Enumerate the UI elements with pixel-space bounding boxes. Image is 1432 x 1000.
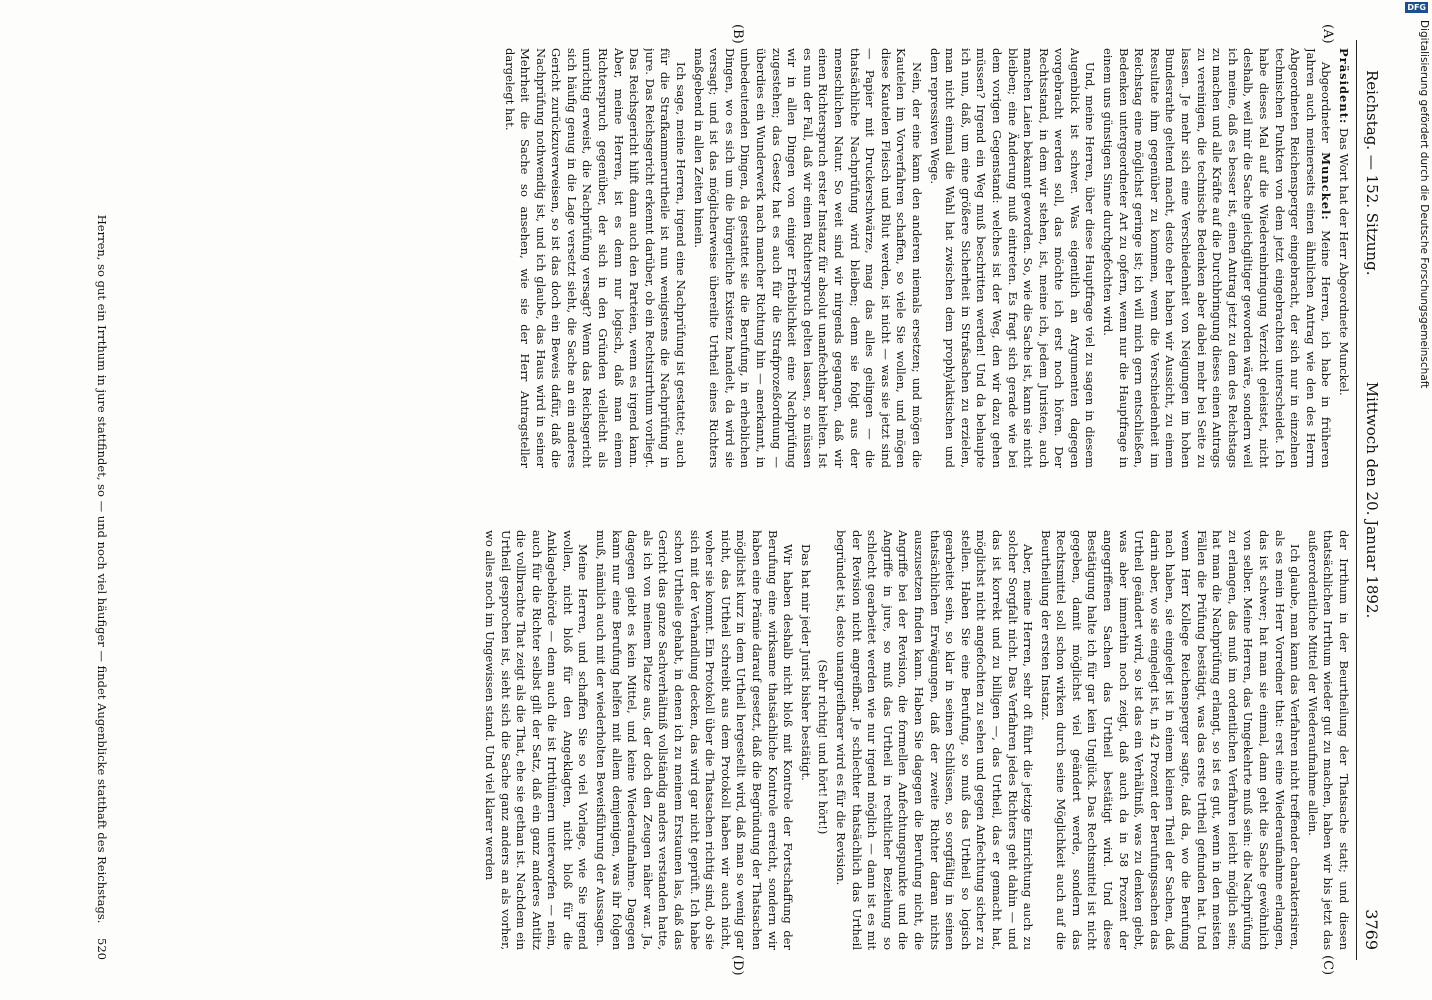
paragraph: Ich glaube, man kann das Verfahren nicht treffender charakterisiren, als es mein Herr Vorredner that: erst eine Wiederaufnahme erlangen, das ist schwer; hat man sie einmal, dann geht die Sache gewöhnlich von selber. Meine Herren, das Umgekehrte muß sein: die Nachprüfung zu erlangen, das muß im ordentlichen Verfahren leicht möglich sein; hat man die Nachprüfung erlangt, so ist es gut, wenn in den meisten Fällen die Prüfung bestätigt, was das erste Urtheil gefunden hat. Und wenn Herr Kollege Reichensperger sagte, daß da, wo die Berufung nach haben, sie eingelegt ist in einem kleinen Theil der Sachen, daß darin aber, wo sie eingelegt ist, in 42 Prozent der Berufungssachen das Urtheil geändert wird, so ist das ein Verhältniß, was zu denken giebt, was aber immerhin noch zeigt, daß auch da in 58 Prozent der angegriffenen Sachen das Urtheil bestätigt wird. Und diese Bestätigung halte ich für gar kein Unglück. Das Rechtsmittel ist nicht gegeben, damit möglichst viel geändert werde, sondern das Rechtsmittel soll schon wirken durch seine Möglichkeit auch auf die Beurtheilung der ersten Instanz. (1038, 530, 1303, 950)
speaker-intro: Abgeordneter (1319, 62, 1334, 143)
digitization-credit (1418, 20, 1430, 388)
speaker-name: Präsident: (1337, 48, 1351, 125)
paragraph: Nein, der eine kann den anderen niemals ersetzen; und mögen die Kautelen im Vorverfahren schaffen, so viele Sie wollen, und mögen diese Kautelen Fleisch und Blut werden, ist nicht — was sie jetzt sind — Papier mit Druckerschwärze, mag das alles gelingen — die thatsächliche Nachprüfung wird bleiben; denn sie folgt aus der menschlichen Natur. So weit sind wir nirgends gegangen, daß wir einen Richterspruch erster Instanz für absolut unanfechtbar hielten. Ist es nun der Fall, daß wir einen Richterspruch gelten lassen, so müssen wir in allen Dingen von einiger Erheblichkeit eine Nachprüfung zugestehen; das Gesetz hat es auch für die Strafprozeßordnung — überdies ein Wunderwerk nach mancher Richtung hin — anerkannt, in unbedeutenden Dingen, da gestattet sie die Berufung, in erheblichen Dingen, wo es sich um die bürgerliche Existenz handelt, da wird sie versagt; und ist das möglicherweise übereilte Urtheil eines Richters maßgebend in allen Zeiten hinein. (691, 48, 924, 468)
paragraph: Wir haben deshalb nicht bloß mit Kontrole der Fortschaffung der Berufung eine wirksame thatsächliche Kontrole erreicht, sondern wir haben eine Prämie darauf gesetzt, daß die Begründung der Thatsachen möglichst kurz in dem Urtheil hergestellt wird, daß man so wenig gar nicht, das Urtheil schreibt aus dem Protokoll haben wir auch nicht, woher sie kommt. Ein Protokoll über die Thatsachen richtig sind, ob sie sich mit der Verhandlung decken, das wird gar nicht geprüft. Ich habe schon Urtheile gehabt, in denen ich zu meinem Erstaunen las, daß das Gericht das ganze Sachverhältniß vollständig anders verstanden hatte, als ich von meinem Platze aus, der doch den Zeugen näher war. Ja, dagegen giebt es kein Mittel, und keine Wiederaufnahme. Dagegen kann nur eine Berufung helfen mit allem demjenigen, was ihr folgen muß, nämlich auch mit der wiederholten Beweisführung der Aussagen. (594, 530, 796, 950)
paragraph (1335, 48, 1351, 468)
header-left: Reichstag. — 152. Sitzung. (1363, 70, 1381, 276)
page-number: 3769 (1362, 909, 1381, 950)
text-column-left (125, 48, 1351, 468)
signature-mark: 520 (95, 938, 109, 960)
margin-label-c: (C) (1320, 955, 1335, 976)
running-header (1356, 40, 1383, 960)
paragraph: Meine Herren, und schaffen Sie so viel Vorlage, wie Sie irgend wollen, nicht bloß für den Angeklagten, nicht bloß für die Anklagebehörde — denn auch die ist Irrthümern unterworfen — nein, auch für die Richter selbst gilt der Satz, daß ein ganz anderes Antlitz die vollbrachte That zeigt als die That, ehe sie gethan ist. Nachdem ein Urtheil gesprochen ist, sieht sich die Sache ganz anders an als vorher, wo alles noch im Ungewissen stand. Und viel klarer werden (482, 530, 591, 950)
margin-label-b: (B) (730, 24, 745, 44)
text-column-right (125, 530, 1351, 950)
footer-text: Herren, so gut ein Irrthum in jure stattfindet, so — und noch viel häufiger — findet Augenblicke statthaft des Reichstags. (95, 214, 109, 924)
paragraph: Und, meine Herren, über diese Hauptfrage viel zu sagen in diesem Augenblick ist schwer. Was eigentlich an Argumenten dagegen vorgebracht werden soll, das möchte ich erst noch hören. Der Rechtsstand, in dem wir stehen, ist, meine ich, jedem Juristen, auch manchen Laien bekannt geworden. So, wie die Sache ist, kann sie nicht bleiben; eine Änderung muß eintreten. Es fragt sich gerade wie bei dem vorigen Gegenstand: welches ist der Weg, den wir dazu gehen müssen? Irgend ein Weg muß beschritten werden! Und da behaupte ich nun, daß, um eine größere Sicherheit in Strafsachen zu erzielen, man nicht einmal die Wahl hat zwischen dem prophylaktischen und dem repressiven Wege. (927, 48, 1098, 468)
paragraph: der Irrthum in der Beurtheilung der Thatsache statt; und diesen thatsächlichen Irrthum wieder gut zu machen, haben wir bis jetzt das außerordentliche Mittel der Wiederaufnahme allein. (1305, 530, 1351, 950)
paragraph: Ich sage, meine Herren, irgend eine Nachprüfung ist gestattet; auch für die Strafkammerurtheile ist nun wenigstens die Nachprüfung in jure. Das Reichsgericht erkennt darüber, ob ein Rechtsirrthum vorliegt. Das Reichsgericht hilft dann auch den Parteien, wenn es irgend kann. Aber, meine Herren, ist es denn nur logisch, daß man einem Richterspruch gegenüber, der sich in den Gründen vielleicht als unrichtig erweist, die Nachprüfung versagt? Wenn das Reichsgericht sich häufig genug in die Lage versetzt sieht, die Sache an ein anderes Gericht zurückzuverweisen, so ist das doch ein Beweis dafür, daß die Nachprüfung nothwendig ist, und ich glaube, das Haus wird in seiner Mehrheit die Sache so ansehen, wie sie der Herr Antragsteller dargelegt hat. (502, 48, 689, 468)
margin-label-d: (D) (730, 955, 745, 976)
paragraph-text: Meine Herren, ich habe in früheren Jahren auch meinerseits einen ähnlichen Antrag wie den des Herrn Abgeordneten Reichensperger eingebracht, der sich nur in einzelnen technischen Punkten von dem jetzt eingebrachten unterscheidet. Ich habe dieses Mal auf die Wiedereinbringung Verzicht geleistet, nicht deshalb, weil mir die Sache gleichgiltiger geworden wäre, sondern weil ich meine, daß es besser ist, einen Antrag jetzt zu dem des Reichstags zu machen und alle Kräfte auf die Durchbringung dieses einen Antrags zu vereinigen, die technische Bedenken aber dabei mehr bei Seite zu lassen. Je mehr sich eine Verschiedenheit von Neigungen im hohen Bundesrathe geltend macht, desto eher haben wir Aussicht, zu einem Resultate ihm gegenüber zu kommen, wenn die Verschiedenheit im Reichstag eine möglichst geringe ist; ich will mich gern entschließen, Bedenken untergeordneter Art zu opfern, wenn nur die Hauptfrage in einem uns günstigen Sinne durchgefochten wird. (1101, 48, 1334, 468)
rotated-page-content (65, 20, 1395, 980)
dfg-logo: DFG (1407, 3, 1426, 12)
speaker-name: Munckel: (1319, 152, 1334, 221)
paragraph: Das hat mir jeder Jurist bisher bestätigt. (798, 544, 813, 781)
header-center: Mittwoch den 20. Januar 1892. (1363, 381, 1381, 619)
paragraph (1100, 48, 1334, 468)
credit-text: Digitalisierung gefördert durch die Deutsche Forschungsgemeinschaft (1418, 20, 1430, 389)
margin-label-a: (A) (1320, 24, 1335, 44)
page-footer (95, 48, 109, 960)
interjection: (Sehr richtig! und hört! hört!) (816, 659, 831, 835)
paragraph-text: Das Wort hat der Herr Abgeordnete Munckel. (1337, 127, 1351, 396)
paragraph: Aber, meine Herren, sehr oft führt die jetzige Einrichtung auch zu solcher Sorgfalt nicht. Das Verfahren jedes Richters geht dahin — und das ist korrekt und zu billigen —, das Urtheil, das er gemacht hat, möglichst nicht angefochten zu sehen und gegen Anfechtung sicher zu stellen. Haben Sie eine Berufung, so muß das Urtheil so logisch gearbeitet sein, so klar in seinen Schlüssen, so sorgfältig in seinen thatsächlichen Erwägungen, daß der zweite Richter daran nichts auszusetzen finden kann. Haben Sie dagegen die Berufung nicht, die Angriffe bei der Revision, die formellen Anfechtungspunkte und die Angriffe in jure, so muß das Urtheil in rechtlicher Beziehung so schlecht gearbeitet werden wie nur irgend möglich — dann ist es mit der Revision nicht angreifbar. Je schlechter thatsächlich das Urtheil begründet ist, desto unangreifbarer wird es für die Revision. (834, 530, 1036, 950)
